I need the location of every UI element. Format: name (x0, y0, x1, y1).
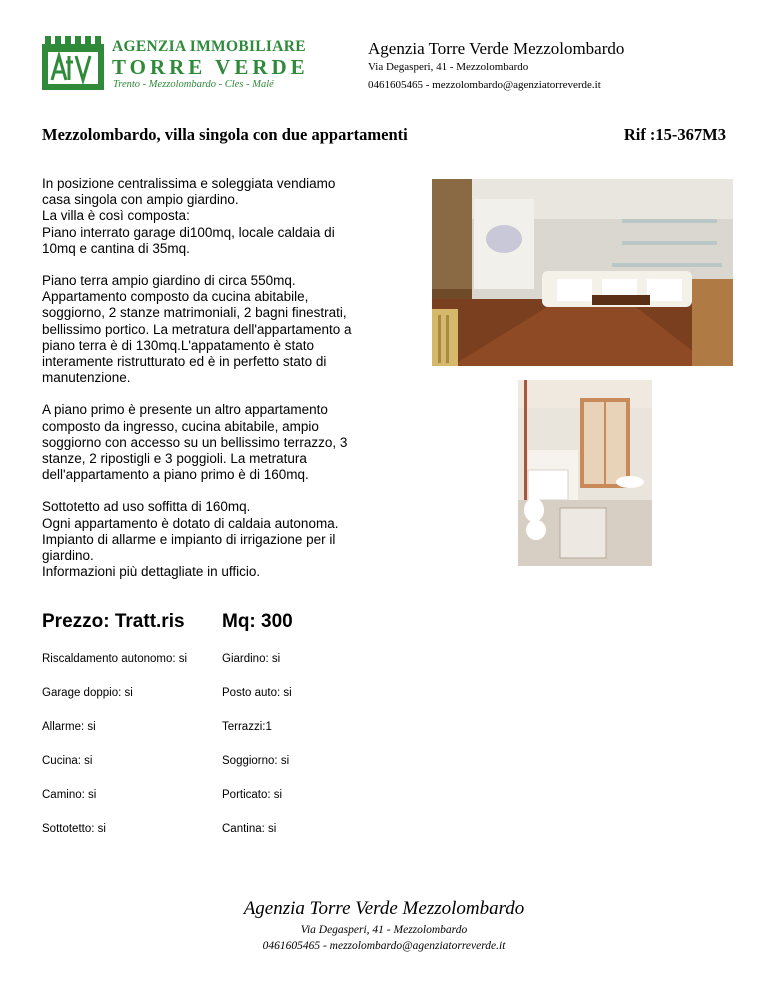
feature-item: Allarme: si (42, 721, 96, 733)
header-address: Via Degasperi, 41 - Mezzolombardo (368, 61, 529, 73)
listing-title: Mezzolombardo, villa singola con due appartamenti (42, 125, 408, 144)
feature-item: Posto auto: si (222, 687, 292, 699)
footer-contact: 0461605465 - mezzolombardo@agenziatorreverde.it (262, 940, 506, 952)
feature-item: Cucina: si (42, 755, 93, 767)
feature-item: Garage doppio: si (42, 687, 133, 699)
listing-description (42, 176, 402, 596)
listing-reference: Rif :15-367M3 (623, 125, 726, 144)
description-paragraph: In posizione centralissima e soleggiata vendiamo casa singola con ampio giardino. La villa è così composta: Piano interrato garage di100mq, locale caldaia di 10mq e cantina di 35mq. (42, 176, 336, 256)
footer-agency-name: Agenzia Torre Verde Mezzolombardo (243, 898, 525, 919)
feature-item: Porticato: si (222, 789, 283, 801)
description-paragraph: A piano primo è presente un altro appartamento composto da ingresso, cucina abitabile, ampio soggiorno con accesso su un bellissimo terrazzo, 3 stanze, 2 ripostigli e 3 poggioli. La metratura dell'appartamento a piano primo è di 160mq. (42, 402, 348, 483)
area-label: Mq: 300 (222, 611, 293, 632)
footer-address: Via Degasperi, 41 - Mezzolombardo (300, 924, 468, 936)
logo-line-brand: TORRE VERDE (112, 55, 309, 79)
bathroom-photo (518, 380, 652, 566)
logo-line-agency: AGENZIA IMMOBILIARE (112, 38, 306, 55)
living-room-photo (432, 179, 733, 366)
feature-item: Riscaldamento autonomo: si (42, 653, 188, 665)
description-paragraph: Piano terra ampio giardino di circa 550mq. Appartamento composto da cucina abitabile, soggiorno, 2 stanze matrimoniali, 2 bagni finestrati, bellissimo portico. La metratura dell'appartamento a piano terra è di 130mq.L'appatamento è stato interamente ristrutturato ed è in perfetto stato di manutenzione. (42, 273, 352, 386)
header-contact: 0461605465 - mezzolombardo@agenziatorreverde.it (368, 79, 601, 91)
feature-item: Terrazzi:1 (222, 721, 272, 733)
logo-line-locations: Trento - Mezzolombardo - Cles - Malé (113, 79, 274, 90)
price-label: Prezzo: Tratt.ris (42, 611, 185, 632)
description-paragraph: Sottotetto ad uso soffitta di 160mq. Ogni appartamento è dotato di caldaia autonoma. Impianto di allarme e impianto di irrigazione per il giardino. Informazioni più dettagliate in ufficio. (42, 499, 339, 580)
tower-logo-icon (42, 36, 104, 90)
feature-item: Cantina: si (222, 823, 277, 835)
feature-item: Sottotetto: si (42, 823, 106, 835)
feature-item: Soggiorno: si (222, 755, 290, 767)
header-agency-name: Agenzia Torre Verde Mezzolombardo (368, 39, 625, 58)
agency-logo (42, 36, 327, 92)
feature-item: Giardino: si (222, 653, 281, 665)
feature-item: Camino: si (42, 789, 97, 801)
